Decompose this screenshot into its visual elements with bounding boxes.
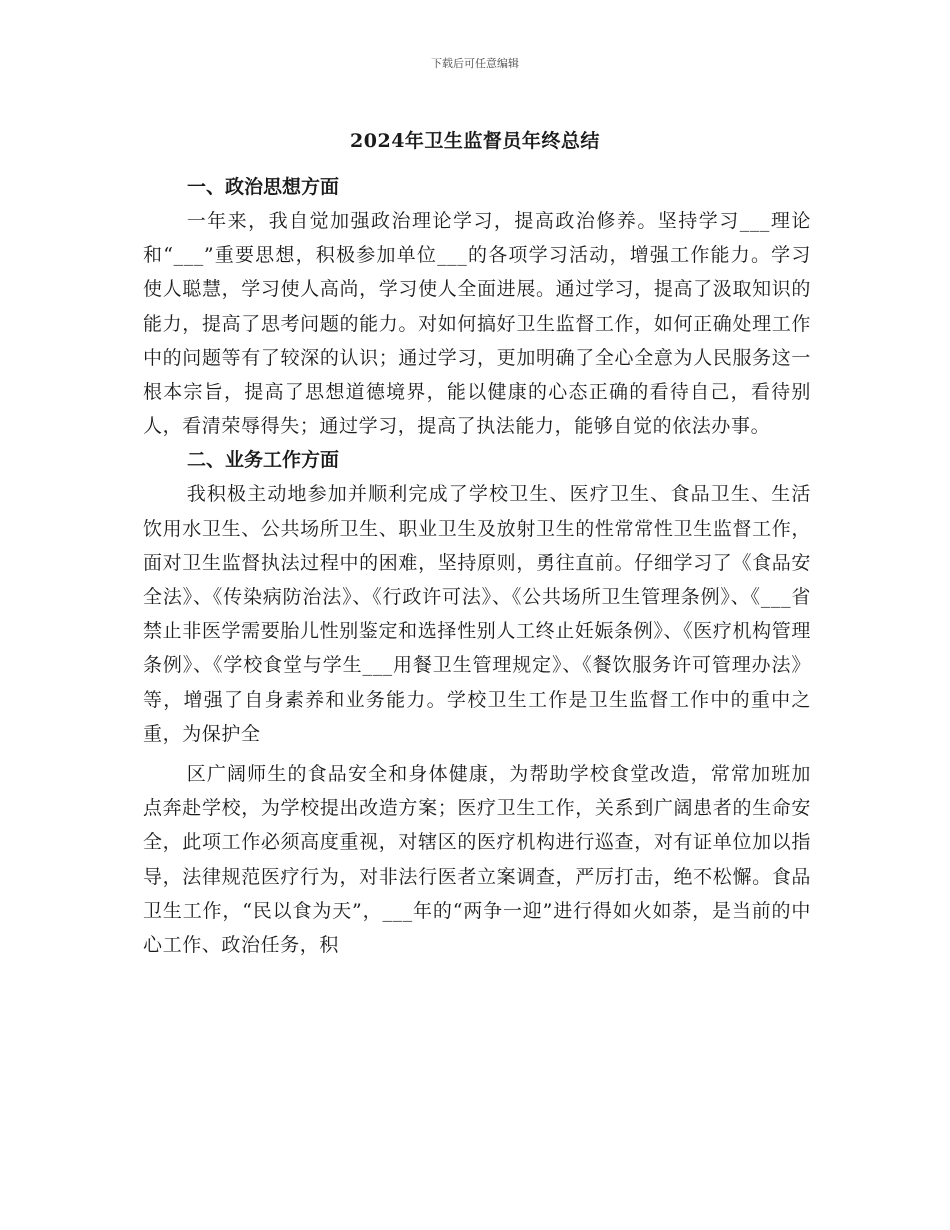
section-paragraph: 一年来，我自觉加强政治理论学习，提高政治修养。坚持学习___理论和“___”重要思想，积极参加单位___的各项学习活动，增强工作能力。学习使人聪慧，学习使人高尚，学习使人全面进展。通过学习，提高了汲取知识的能力，提高了思考问题的能力。对如何搞好卫生监督工作，如何正确处理工作中的问题等有了较深的认识；通过学习，更加明确了全心全意为人民服务这一根本宗旨，提高了思想道德境界，能以健康的心态正确的看待自己，看待别人，看清荣辱得失；通过学习，提高了执法能力，能够自觉的依法办事。 [143,210,811,438]
header-note: 下载后可任意编辑 [431,57,519,70]
section-heading-business: 二、业务工作方面 [187,449,340,472]
section-heading-politics: 一、政治思想方面 [187,176,340,198]
document-body [143,170,811,962]
section-paragraph: 区广阔师生的食品安全和身体健康，为帮助学校食堂改造，常常加班加点奔赴学校，为学校提出改造方案；医疗卫生工作，关系到广阔患者的生命安全，此项工作必须高度重视，对辖区的医疗机构进行巡查，对有证单位加以指导，法律规范医疗行为，对非法行医者立案调查，严厉打击，绝不松懈。食品卫生工作，“民以食为天”，___年的“两争一迎”进行得如火如荼，是当前的中心工作、政治任务，积 [143,763,811,957]
section-paragraph: 我积极主动地参加并顺利完成了学校卫生、医疗卫生、食品卫生、生活饮用水卫生、公共场所卫生、职业卫生及放射卫生的性常常性卫生监督工作，面对卫生监督执法过程中的困难，坚持原则，勇往直前。仔细学习了《食品安全法》、《传染病防治法》、《行政许可法》、《公共场所卫生管理条例》、《___省禁止非医学需要胎儿性别鉴定和选择性别人工终止妊娠条例》、《医疗机构管理条例》、《学校食堂与学生___用餐卫生管理规定》、《餐饮服务许可管理办法》等，增强了自身素养和业务能力。学校卫生工作是卫生监督工作中的重中之重，为保护全 [143,483,811,745]
page-title: 2024年卫生监督员年终总结 [350,130,600,152]
